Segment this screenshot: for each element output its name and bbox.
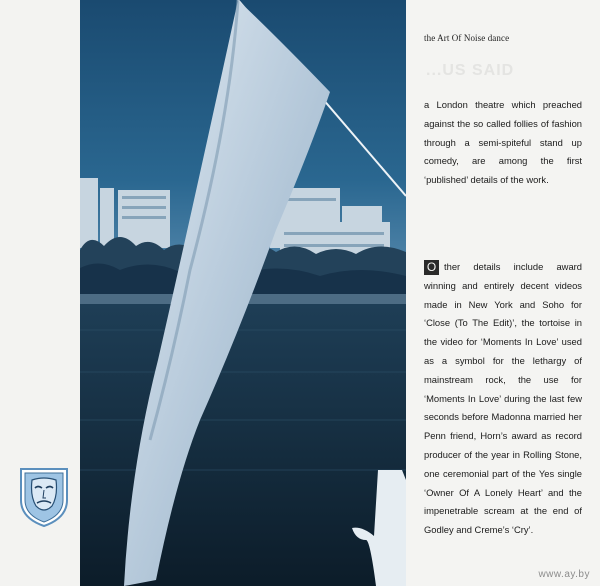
- paragraph-1: a London theatre which preached against the so called follies of fashion through a semi-spiteful stand up comedy, are among the first ‘published’ details of the work.: [424, 99, 582, 186]
- flag-river-photo: [80, 0, 406, 586]
- faint-heading: ...US SAID: [426, 62, 515, 79]
- paragraph-2-text: ther details include award winning and entirely decent videos made in New York and Soho for ‘Close (To The Edit)’, the tortoise in the video for ‘Moments In Love’ used as a symbol for the lethargy of mainstream rock, the use for ‘Moments In Love’ during the last few seconds before Madonna married her Penn friend, Horn’s award as record producer of the year in Rolling Stone, one ceremonial part of the Yes single ‘Owner Of A Lonely Heart’ and the impenetrable scream at the end of Godley and Creme’s ‘Cry’.: [424, 261, 582, 536]
- running-header: the Art Of Noise dance: [424, 33, 510, 43]
- watermark: www.ay.by: [538, 569, 590, 580]
- drop-cap: O: [424, 260, 439, 275]
- paragraph-2: [424, 258, 582, 540]
- theatre-mask-shield-icon: [18, 466, 70, 528]
